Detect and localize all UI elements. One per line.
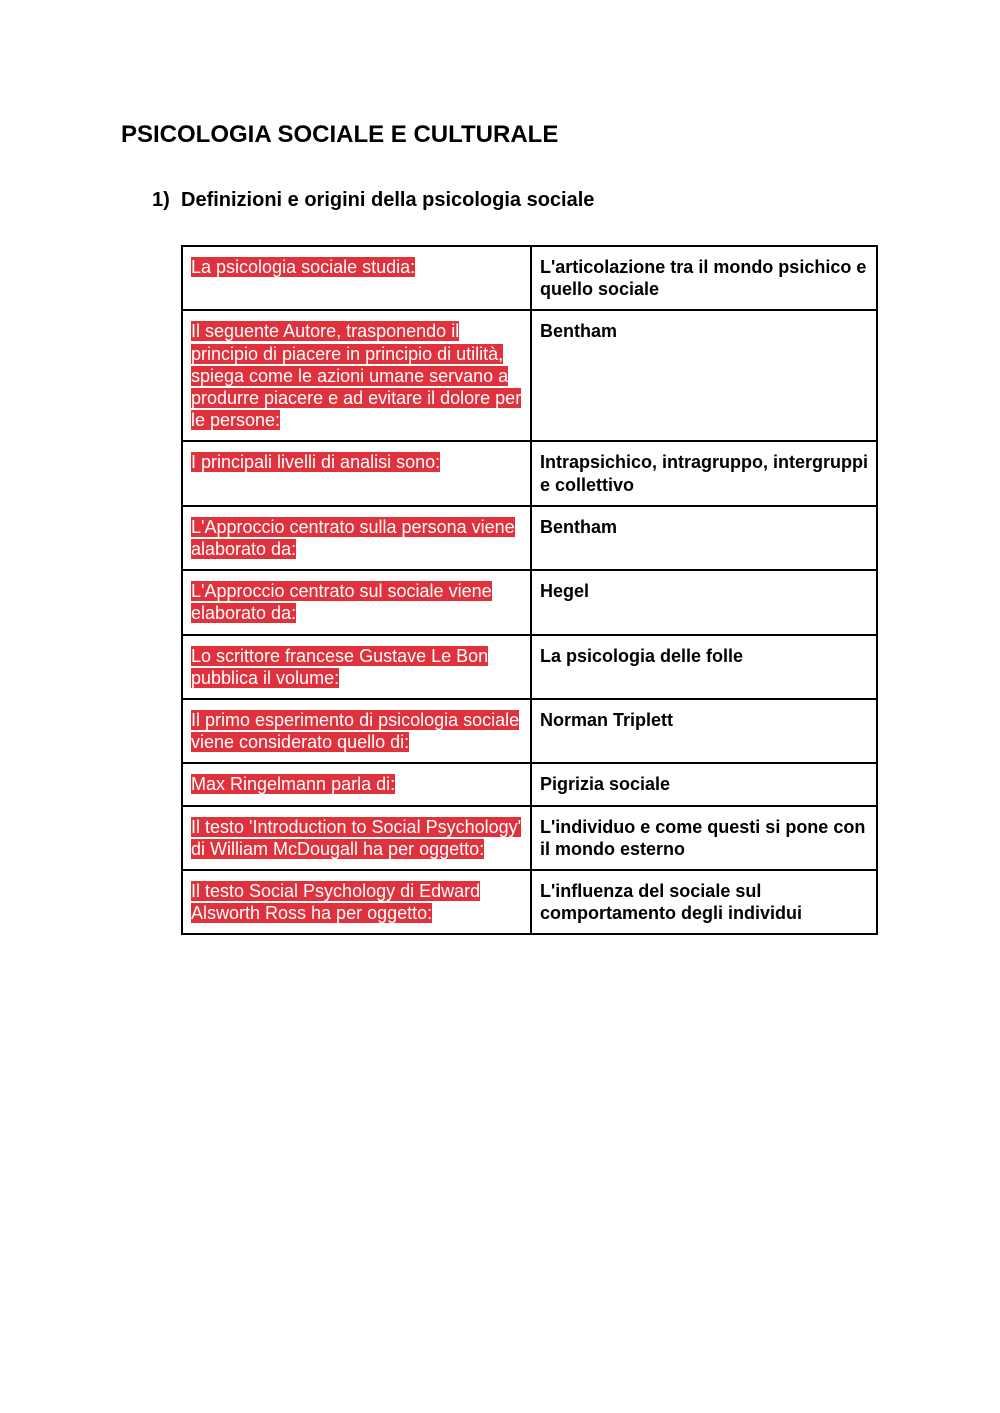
answer-cell: La psicologia delle folle <box>531 635 877 699</box>
table-row <box>182 310 877 441</box>
answer-cell: Pigrizia sociale <box>531 763 877 805</box>
table-row <box>182 806 877 870</box>
table-row <box>182 441 877 505</box>
question-text: I principali livelli di analisi sono: <box>191 452 441 473</box>
answer-cell: Bentham <box>531 506 877 570</box>
answer-cell: L'individuo e come questi si pone con il mondo esterno <box>531 806 877 870</box>
question-text: L'Approccio centrato sul sociale viene elaborato da: <box>191 581 492 624</box>
section-heading-text: Definizioni e origini della psicologia sociale <box>181 189 595 211</box>
table-row <box>182 506 877 570</box>
question-cell <box>182 310 531 441</box>
question-cell <box>182 806 531 870</box>
question-cell <box>182 870 531 934</box>
document-title: PSICOLOGIA SOCIALE E CULTURALE <box>121 121 559 148</box>
question-text: Max Ringelmann parla di: <box>191 774 396 795</box>
table-row <box>182 635 877 699</box>
question-answer-table <box>181 245 878 935</box>
answer-cell: Norman Triplett <box>531 699 877 763</box>
answer-cell: Intrapsichico, intragruppo, intergruppi e collettivo <box>531 441 877 505</box>
question-text: Il seguente Autore, trasponendo il principio di piacere in principio di utilità, spiega come le azioni umane servano a produrre piacere e ad evitare il dolore per le persone: <box>191 321 522 431</box>
section-number: 1) <box>152 189 170 211</box>
answer-cell: L'influenza del sociale sul comportamento degli individui <box>531 870 877 934</box>
question-text: L'Approccio centrato sulla persona viene alaborato da: <box>191 516 515 560</box>
question-text: Lo scrittore francese Gustave Le Bon pubblica il volume: <box>191 645 489 688</box>
table-row <box>182 246 877 310</box>
section-heading <box>152 187 594 213</box>
table-row <box>182 570 877 634</box>
question-cell <box>182 246 531 310</box>
question-cell <box>182 699 531 763</box>
question-cell <box>182 763 531 805</box>
question-cell <box>182 635 531 699</box>
question-text: La psicologia sociale studia: <box>191 257 416 277</box>
question-cell <box>182 506 531 570</box>
question-cell <box>182 570 531 634</box>
table-row <box>182 870 877 934</box>
answer-cell: L'articolazione tra il mondo psichico e quello sociale <box>531 246 877 310</box>
answer-cell: Bentham <box>531 310 877 441</box>
question-text: Il testo Social Psychology di Edward Alsworth Ross ha per oggetto: <box>191 881 481 924</box>
question-text: Il testo 'Introduction to Social Psychology' di William McDougall ha per oggetto: <box>191 816 522 859</box>
table-row <box>182 763 877 805</box>
question-text: Il primo esperimento di psicologia sociale viene considerato quello di: <box>191 710 520 753</box>
question-cell <box>182 441 531 505</box>
table-row <box>182 699 877 763</box>
answer-cell: Hegel <box>531 570 877 634</box>
